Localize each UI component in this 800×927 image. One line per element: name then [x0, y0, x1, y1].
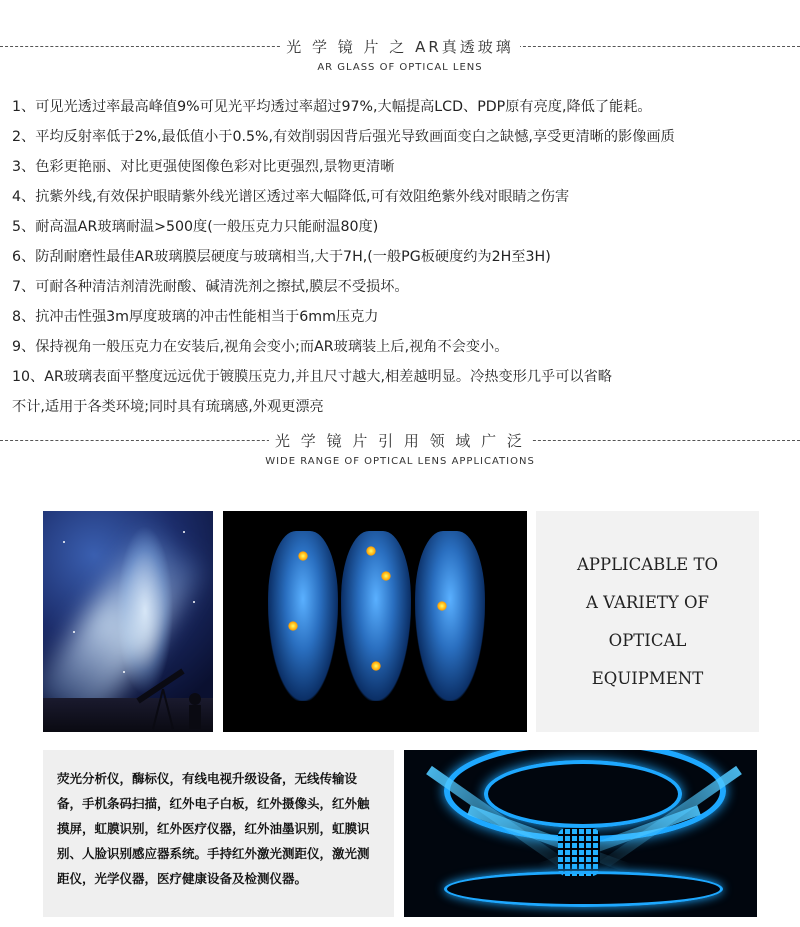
list-item: 7、可耐各种清洁剂清洗耐酸、碱清洗剂之擦拭,膜层不受损坏。 [12, 279, 409, 295]
list-item: 8、抗冲击性强3m厚度玻璃的冲击性能相当于6mm压克力 [12, 309, 379, 325]
telescope-icon [133, 661, 213, 731]
section-subtitle: AR GLASS OF OPTICAL LENS [317, 62, 483, 73]
list-item: 4、抗紫外线,有效保护眼睛紫外线光谱区透过率大幅降低,可有效阻绝紫外线对眼睛之伤害 [12, 189, 570, 205]
section-title: 光 学 镜 片 之 AR真透玻璃 [0, 36, 800, 57]
fluorescence-imaging-image [223, 511, 527, 732]
applicable-panel [536, 511, 759, 732]
section-title: 光 学 镜 片 引 用 领 域 广 泛 [0, 430, 800, 451]
list-item: 6、防刮耐磨性最佳AR玻璃膜层硬度与玻璃相当,大于7H,(一般PG板硬度约为2H至3H) [12, 249, 551, 265]
applications-description-panel [43, 750, 394, 917]
section-subtitle: WIDE RANGE OF OPTICAL LENS APPLICATIONS [265, 456, 535, 467]
applicable-line: APPLICABLE TO [576, 554, 719, 574]
applications-text: 荧光分析仪，酶标仪，有线电视升级设备，无线传输设备，手机条码扫描，红外电子白板，红外摄像头，红外触摸屏，虹膜识别，红外医疗仪器，红外油墨识别，虹膜识别、人脸识别感应器系统。手持红外激光测距仪，激光测距仪，光学仪器，医疗健康设备及检测仪器。 [57, 771, 370, 886]
galaxy-telescope-image [43, 511, 213, 732]
list-item: 1、可见光透过率最高峰值9%可见光平均透过率超过97%,大幅提高LCD、PDP原有亮度,降低了能耗。 [12, 99, 652, 115]
applicable-line: OPTICAL [608, 630, 687, 650]
list-item: 2、平均反射率低于2%,最低值小于0.5%,有效削弱因背后强光导致画面变白之缺憾,享受更清晰的影像画质 [12, 129, 675, 145]
applicable-line: A VARIETY OF [586, 592, 709, 612]
feature-list [12, 92, 792, 422]
list-item: 不计,适用于各类环境;同时具有琉璃感,外观更漂亮 [12, 399, 324, 415]
list-item: 9、保持视角一般压克力在安装后,视角会变小;而AR玻璃装上后,视角不会变小。 [12, 339, 509, 355]
led-screen [558, 828, 600, 876]
applicable-line: EQUIPMENT [591, 668, 704, 688]
list-item: 5、耐高温AR玻璃耐温>500度(一般压克力只能耐温80度) [12, 219, 379, 235]
list-item: 3、色彩更艳丽、对比更强使图像色彩对比更强烈,景物更清晰 [12, 159, 395, 175]
list-item: 10、AR玻璃表面平整度远远优于镀膜压克力,并且尺寸越大,相差越明显。冷热变形几乎可以省略 [12, 369, 612, 385]
stage-lighting-image [404, 750, 757, 917]
